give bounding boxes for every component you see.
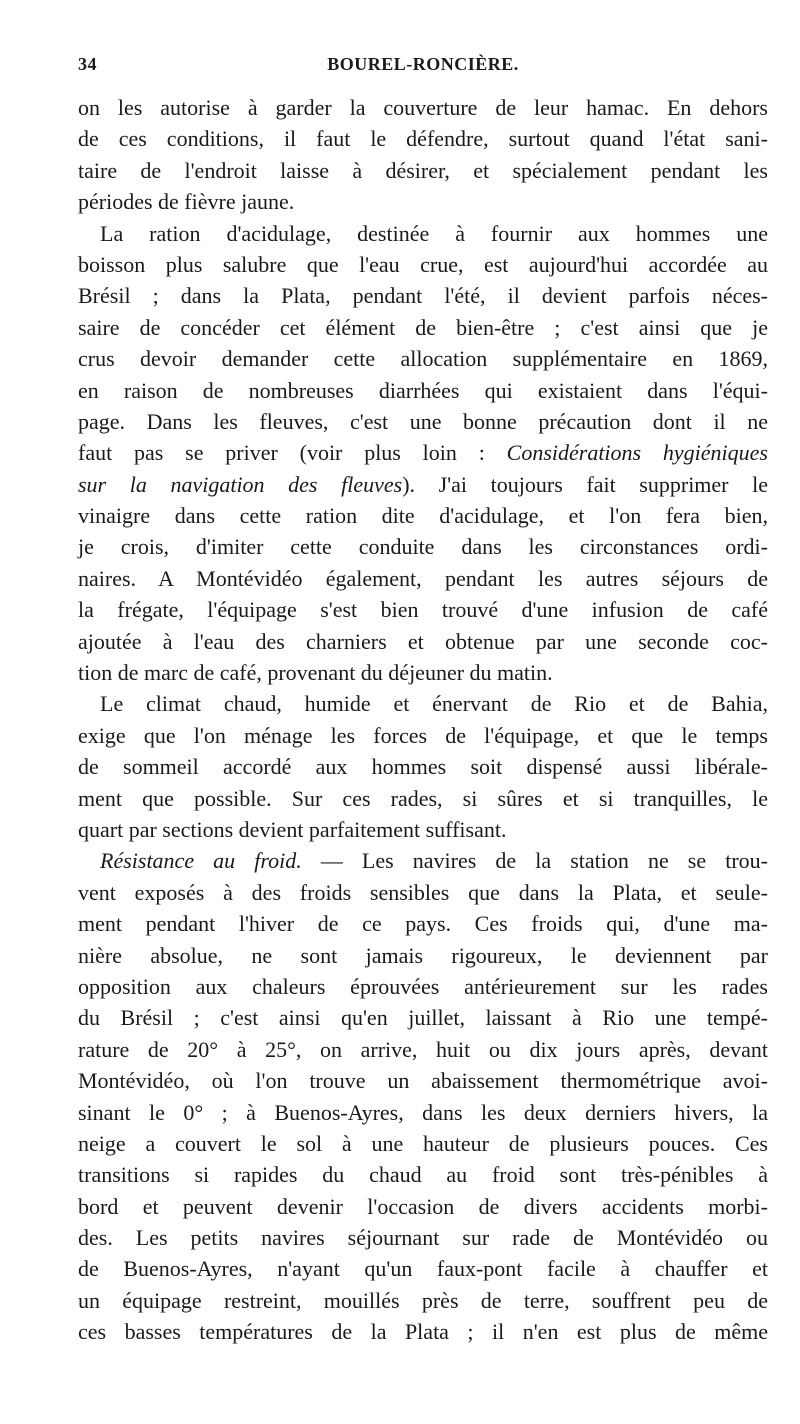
line-text: bord et peuvent devenir l'occasion de divers accidents morbi-	[78, 1193, 768, 1219]
text-line	[78, 1253, 768, 1284]
line-text: la frégate, l'équipage s'est bien trouvé d'une infusion de café	[78, 597, 768, 623]
line-text: ces basses températures de la Plata ; il n'en est plus de même	[78, 1319, 768, 1345]
text-line	[78, 531, 768, 562]
line-text: de sommeil accordé aux hommes soit dispensé aussi libérale-	[78, 754, 768, 780]
text-line	[78, 186, 768, 217]
text-line	[78, 594, 768, 625]
page-header	[78, 48, 768, 82]
line-text: Montévidéo, où l'on trouve un abaissement thermométrique avoi-	[78, 1068, 768, 1094]
line-text: Brésil ; dans la Plata, pendant l'été, il devient parfois néces-	[78, 283, 768, 309]
line-text: page. Dans les fleuves, c'est une bonne précaution dont il ne	[78, 408, 768, 434]
line-text: quart par sections devient parfaitement suffisant.	[78, 816, 507, 842]
line-text: La ration d'acidulage, destinée à fournir aux hommes une	[100, 220, 768, 246]
line-text: boisson plus salubre que l'eau crue, est aujourd'hui accordée au	[78, 251, 768, 277]
line-text: on les autorise à garder la couverture de leur hamac. En dehors	[78, 95, 768, 120]
page-number: 34	[78, 54, 97, 74]
text-line	[78, 1002, 768, 1033]
text-line	[78, 218, 768, 249]
text-line	[78, 626, 768, 657]
text-line	[78, 720, 768, 751]
text-line	[78, 563, 768, 594]
text-line	[78, 375, 768, 406]
line-text: — Les navires de la station ne se trou-	[301, 848, 768, 874]
line-text: taire de l'endroit laisse à désirer, et spécialement pendant les	[78, 157, 768, 183]
line-text: crus devoir demander cette allocation supplémentaire en 1869,	[78, 346, 768, 372]
italic-text: Considérations hygiéniques	[506, 440, 768, 466]
line-text: rature de 20° à 25°, on arrive, huit ou dix jours après, devant	[78, 1036, 768, 1062]
text-line	[78, 406, 768, 437]
text-line	[78, 877, 768, 908]
text-line	[78, 92, 768, 123]
line-text: ). J'ai toujours fait supprimer le	[402, 471, 768, 497]
line-text: sinant le 0° ; à Buenos-Ayres, dans les deux derniers hivers, la	[78, 1099, 768, 1125]
line-text: vinaigre dans cette ration dite d'acidulage, et l'on fera bien,	[78, 503, 768, 529]
text-line	[78, 1191, 768, 1222]
line-text: transitions si rapides du chaud au froid sont très-pénibles à	[78, 1162, 768, 1188]
line-text: de Buenos-Ayres, n'ayant qu'un faux-pont facile à chauffer et	[78, 1256, 768, 1282]
line-text: du Brésil ; c'est ainsi qu'en juillet, laissant à Rio une tempé-	[78, 1005, 768, 1031]
text-line	[78, 249, 768, 280]
text-line	[78, 751, 768, 782]
line-text: un équipage restreint, mouillés près de terre, souffrent peu de	[78, 1287, 768, 1313]
line-text: naires. A Montévidéo également, pendant les autres séjours de	[78, 565, 768, 591]
text-line	[78, 1159, 768, 1190]
running-head: BOUREL-RONCIÈRE.	[327, 54, 519, 74]
line-text: opposition aux chaleurs éprouvées antérieurement sur les rades	[78, 973, 768, 999]
line-text: je crois, d'imiter cette conduite dans les circonstances ordi-	[78, 534, 768, 560]
line-text: exige que l'on ménage les forces de l'équipage, et que le temps	[78, 722, 768, 748]
line-text: de ces conditions, il faut le défendre, surtout quand l'état sani-	[78, 126, 768, 152]
text-line	[78, 123, 768, 154]
italic-text: sur la navigation des fleuves	[78, 471, 403, 497]
line-text: des. Les petits navires séjournant sur rade de Montévidéo ou	[78, 1225, 768, 1251]
line-text: ment pendant l'hiver de ce pays. Ces froids qui, d'une ma-	[78, 911, 768, 937]
italic-text: Résistance au froid.	[100, 848, 302, 874]
text-line	[78, 814, 768, 845]
text-line	[78, 1285, 768, 1316]
line-text: Le climat chaud, humide et énervant de Rio et de Bahia,	[100, 691, 768, 717]
text-line	[78, 688, 768, 719]
text-line	[78, 1316, 768, 1347]
line-text: vent exposés à des froids sensibles que dans la Plata, et seule-	[78, 879, 768, 905]
line-text: ment que possible. Sur ces rades, si sûres et si tranquilles, le	[78, 785, 768, 811]
page	[78, 48, 768, 1348]
line-text: neige a couvert le sol à une hauteur de plusieurs pouces. Ces	[78, 1130, 768, 1156]
line-text: en raison de nombreuses diarrhées qui existaient dans l'équi-	[78, 377, 768, 403]
text-line	[78, 500, 768, 531]
line-text: nière absolue, ne sont jamais rigoureux, le deviennent par	[78, 942, 768, 968]
text-line	[78, 1097, 768, 1128]
text-line	[78, 971, 768, 1002]
text-line	[78, 940, 768, 971]
text-line	[78, 1222, 768, 1253]
text-line	[78, 1065, 768, 1096]
text-line	[78, 343, 768, 374]
text-line	[78, 280, 768, 311]
text-line	[78, 845, 768, 876]
line-text: ajoutée à l'eau des charniers et obtenue par une seconde coc-	[78, 628, 768, 654]
line-text: tion de marc de café, provenant du déjeuner du matin.	[78, 660, 553, 686]
text-line	[78, 1034, 768, 1065]
text-line	[78, 783, 768, 814]
line-text: saire de concéder cet élément de bien-être ; c'est ainsi que je	[78, 314, 768, 340]
body-text	[78, 92, 768, 1348]
text-line	[78, 312, 768, 343]
text-line	[78, 155, 768, 186]
text-line	[78, 469, 768, 500]
line-text: faut pas se priver (voir plus loin :	[78, 440, 507, 466]
text-line	[78, 657, 768, 688]
text-line	[78, 437, 768, 468]
text-line	[78, 1128, 768, 1159]
text-line	[78, 908, 768, 939]
line-text: périodes de fièvre jaune.	[78, 189, 295, 215]
